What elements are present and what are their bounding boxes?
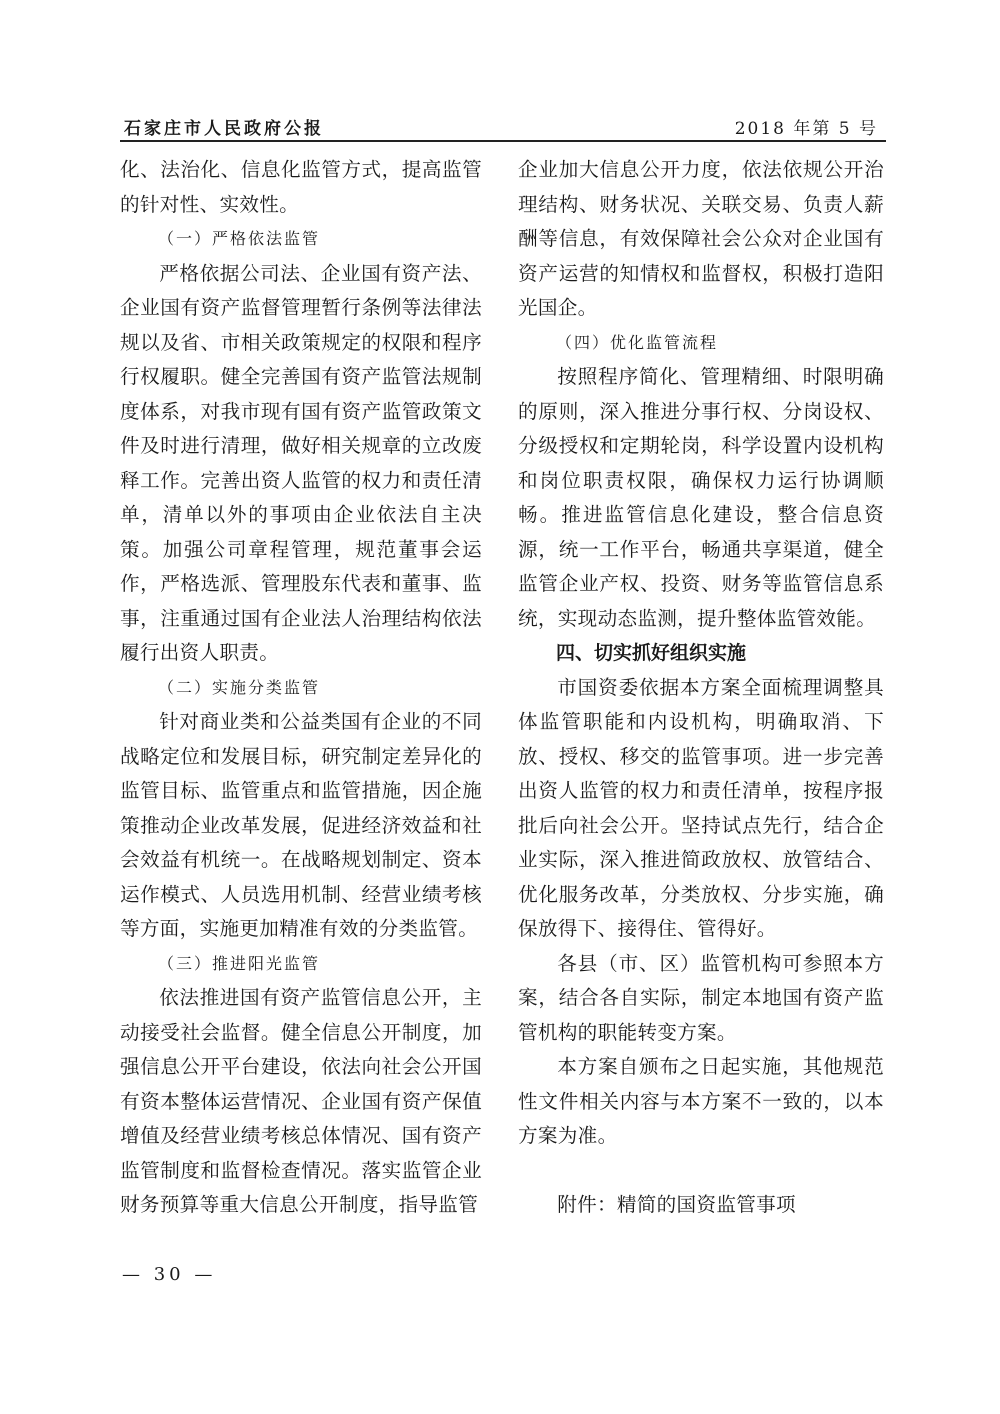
attachment-note: 附件：精简的国资监管事项 [557, 1192, 796, 1216]
paragraph-classified-supervision: 针对商业类和公益类国有企业的不同战略定位和发展目标，研究制定差异化的监管目标、监管重点和监管措施，因企施策推动企业改革发展，促进经济效益和社会效益有机统一。在战略规划制定、资本运作模式、人员选用机制、经营业绩考核等方面，实施更加精准有效的分类监管。 [120, 710, 482, 940]
paragraph-strict-supervision: 严格依据公司法、企业国有资产法、企业国有资产监督管理暂行条例等法律法规以及省、市相关政策规定的权限和程序行权履职。健全完善国有资产监管法规制度体系，对我市现有国有资产监管政策文件及时进行清理，做好相关规章的立改废释工作。完善出资人监管的权力和责任清单，清单以外的事项由企业依法自主决策。加强公司章程管理，规范董事会运作，严格选派、管理股东代表和董事、监事，注重通过国有企业法人治理结构依法履行出资人职责。 [120, 261, 482, 664]
header-rule [120, 140, 886, 142]
paragraph-sunshine-supervision: 依法推进国有资产监管信息公开，主动接受社会监督。健全信息公开制度，加强信息公开平台建设，依法向社会公开国有资本整体运营情况、企业国有资产保值增值及经营业绩考核总体情况、国有资产监管制度和监督检查情况。落实监管企业财务预算等重大信息公开制度，指导监管 [120, 986, 482, 1216]
issue-number: 2018 年第 5 号 [734, 119, 878, 139]
subheading-sunshine-supervision: （三）推进阳光监管 [158, 953, 321, 973]
right-column [518, 153, 884, 1222]
paragraph-implementation: 市国资委依据本方案全面梳理调整具体监管职能和内设机构，明确取消、下放、授权、移交的监管事项。进一步完善出资人监管的权力和责任清单，按程序报批后向社会公开。坚持试点先行，结合企业实际，深入推进简政放权、放管结合、优化服务改革，分类放权、分步实施，确保放得下、接得住、管得好。 [518, 675, 884, 940]
page-header [120, 114, 886, 142]
paragraph-continued: 化、法治化、信息化监管方式，提高监管的针对性、实效性。 [120, 158, 482, 216]
paragraph-effective-date: 本方案自颁布之日起实施，其他规范性文件相关内容与本方案不一致的，以本方案为准。 [518, 1055, 884, 1147]
paragraph-county-agencies: 各县（市、区）监管机构可参照本方案，结合各自实际，制定本地国有资产监管机构的职能转变方案。 [518, 951, 884, 1044]
paragraph-continued-right: 企业加大信息公开力度，依法依规公开治理结构、财务状况、关联交易、负责人薪酬等信息，有效保障社会公众对企业国有资产运营的知情权和监督权，积极打造阳光国企。 [518, 158, 884, 319]
publication-title: 石家庄市人民政府公报 [124, 119, 324, 139]
subheading-strict-supervision: （一）严格依法监管 [158, 229, 321, 248]
subheading-classified-supervision: （二）实施分类监管 [158, 677, 321, 697]
section-heading-implementation: 四、切实抓好组织实施 [556, 642, 747, 664]
paragraph-optimize-process: 按照程序简化、管理精细、时限明确的原则，深入推进分事行权、分岗设权、分级授权和定期轮岗，科学设置内设机构和岗位职责权限，确保权力运行协调顺畅。推进监管信息化建设，整合信息资源，统一工作平台，畅通共享渠道，健全监管企业产权、投资、财务等监管信息系统，实现动态监测，提升整体监管效能。 [518, 365, 884, 630]
page-number: — 30 — [122, 1264, 217, 1285]
left-column [120, 153, 482, 1223]
subheading-optimize-process: （四）优化监管流程 [556, 332, 719, 352]
